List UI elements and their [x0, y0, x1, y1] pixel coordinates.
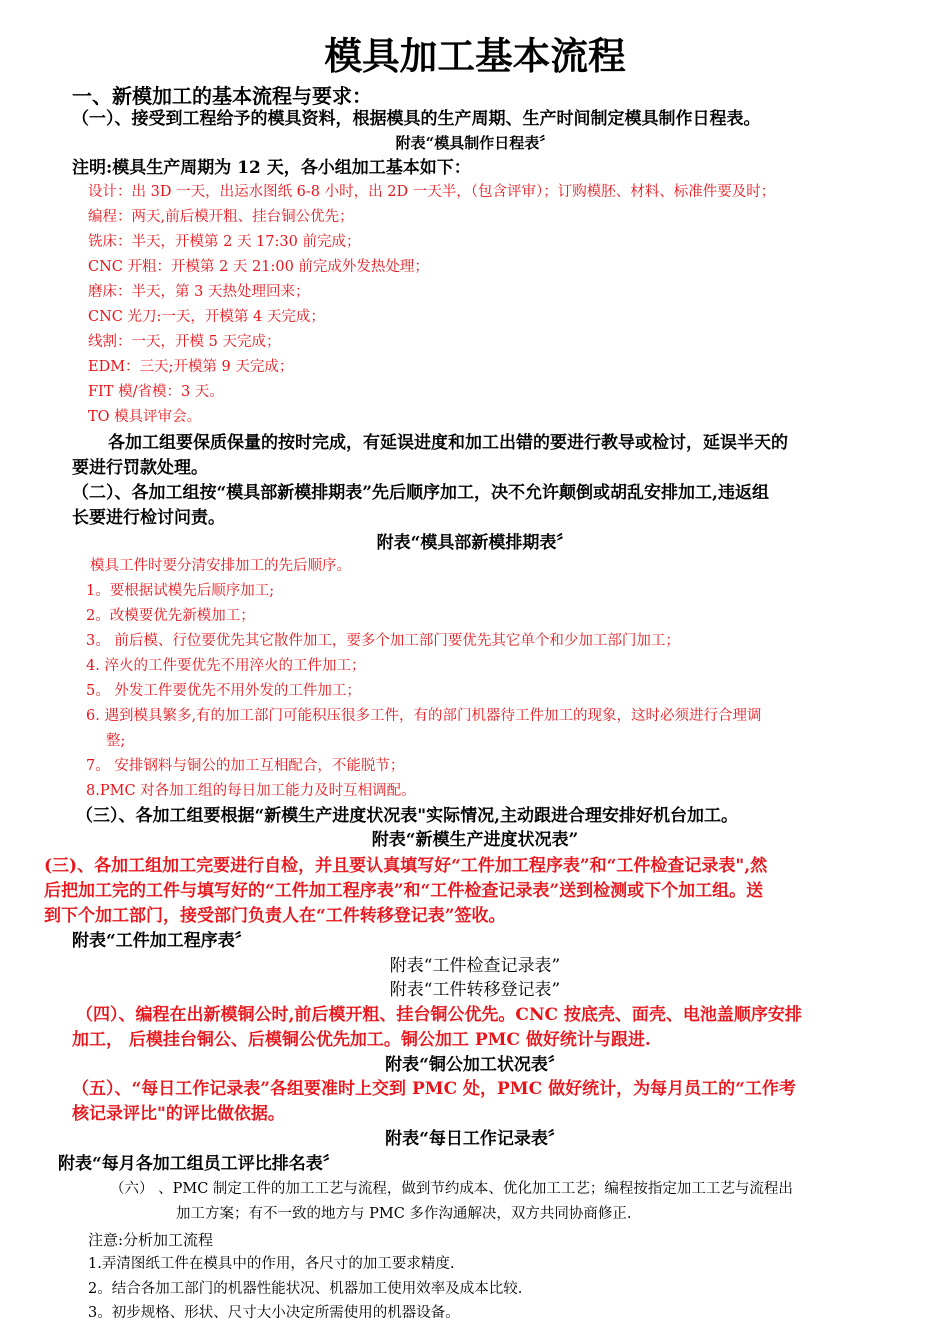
s4-line: （四）、编程在出新模铜公时,前后模开粗、挂台铜公优先。CNC 按底壳、面壳、电池盖顺序安排 [76, 1005, 802, 1025]
s2-item: 6. 遇到模具繁多,有的加工部门可能积压很多工件，有的部门机器待工件加工的现象，这时必须进行合理调 [86, 708, 762, 724]
s1-note: 注明:模具生产周期为 12 天，各小组加工基本如下： [72, 158, 471, 178]
s3b-ref: 附表“工件转移登记表” [389, 980, 561, 1000]
s1-table-ref: 附表“模具制作日程表〞 [395, 134, 555, 152]
s1-item: CNC 光刀:一天，开模第 4 天完成； [88, 309, 325, 325]
s2-line: （二）、各加工组按“模具部新模排期表”先后顺序加工，决不允许颠倒或胡乱安排加工,违返组 [72, 483, 769, 503]
s1-paragraph-line: 要进行罚款处理。 [72, 458, 208, 478]
s6-item: 1.弄清图纸工件在模具中的作用，各尺寸的加工要求精度. [88, 1256, 455, 1272]
s2-item: 7。 安排钢料与铜公的加工互相配合，不能脱节； [86, 758, 405, 774]
s6-item: 3。初步规格、形状、尺寸大小决定所需使用的机器设备。 [88, 1305, 460, 1321]
s2-line: 长要进行检讨问责。 [72, 508, 225, 528]
s3-table-ref: 附表“新模生产进度状况表” [371, 830, 579, 850]
s3-line: （三）、各加工组要根据“新模生产进度状况表"实际情况,主动跟进合理安排好机台加工。 [76, 806, 739, 826]
s3b-ref: 附表“工件加工程序表〞 [72, 931, 252, 951]
s2-item: 整; [106, 733, 126, 749]
s6-note: 注意:分析加工流程 [88, 1231, 214, 1249]
s2-item: 3。 前后模、行位要优先其它散件加工，要多个加工部门要优先其它单个和少加工部门加工； [86, 633, 680, 649]
s2-item: 5。 外发工件要优先不用外发的工件加工； [86, 683, 361, 699]
s3b-ref: 附表“工件检查记录表” [389, 956, 561, 976]
s5-line: 核记录评比"的评比做依据。 [72, 1104, 285, 1124]
s6-item: 2。结合各加工部门的机器性能状况、机器加工使用效率及成本比较. [88, 1281, 523, 1297]
s6-line: 加工方案；有不一致的地方与 PMC 多作沟通解决，双方共同协商修正. [176, 1206, 632, 1222]
s5-line: （五）、“每日工作记录表”各组要准时上交到 PMC 处，PMC 做好统计，为每月员工的“工作考 [72, 1079, 796, 1099]
s3b-line: (三)、各加工组加工完要进行自检，并且要认真填写好“工件加工程序表”和“工件检查记录表",然 [44, 856, 768, 876]
s2-table-ref: 附表“模具部新模排期表〞 [376, 533, 574, 553]
s6-line: （六） 、PMC 制定工件的加工工艺与流程，做到节约成本、优化加工工艺；编程按指定加工工艺与流程出 [110, 1181, 793, 1197]
s1-item: TO 模具评审会。 [88, 409, 202, 425]
s1-item: FIT 模/省模：3 天。 [88, 384, 224, 400]
s3b-line: 后把加工完的工件与填写好的“工件加工程序表”和“工件检查记录表”送到检测或下个加工组。送 [44, 881, 764, 901]
page-title: 模具加工基本流程 [324, 34, 626, 78]
s2-item: 8.PMC 对各加工组的每日加工能力及时互相调配。 [86, 783, 416, 799]
s1-intro: （一）、接受到工程给予的模具资料，根据模具的生产周期、生产时间制定模具制作日程表。 [72, 109, 761, 129]
s1-paragraph-line: 各加工组要保质保量的按时完成，有延误进度和加工出错的要进行教导或检讨，延误半天的 [108, 433, 788, 453]
s2-item: 2。改模要优先新模加工； [86, 608, 255, 624]
s1-item: 编程：两天,前后模开粗、挂台铜公优先； [88, 209, 354, 225]
s3b-line: 到下个加工部门，接受部门负责人在“工件转移登记表”签收。 [44, 906, 506, 926]
s1-item: EDM：三天;开模第 9 天完成； [88, 359, 294, 375]
s1-item: 线割：一天，开模 5 天完成； [88, 334, 281, 350]
s1-item: 设计：出 3D 一天，出运水图纸 6-8 小时，出 2D 一天半，（包含评审）；订购模胚、材料、标准件要及时； [88, 184, 776, 200]
section-heading: 一、新模加工的基本流程与要求： [72, 84, 372, 108]
s2-lead: 模具工件时要分清安排加工的先后顺序。 [90, 558, 351, 574]
s2-item: 4. 淬火的工件要优先不用淬火的工件加工； [86, 658, 366, 674]
s4-line: 加工， 后模挂台铜公、后模铜公优先加工。铜公加工 PMC 做好统计与跟进. [72, 1030, 651, 1050]
s1-item: 磨床：半天，第 3 天热处理回来； [88, 284, 310, 300]
s5-table-ref: 附表“每月各加工组员工评比排名表〞 [58, 1154, 340, 1174]
s4-table-ref: 附表“铜公加工状况表〞 [385, 1055, 565, 1075]
s5-table-ref: 附表“每日工作记录表〞 [385, 1129, 565, 1149]
s2-item: 1。要根据试模先后顺序加工; [86, 583, 275, 599]
s1-item: CNC 开粗：开模第 2 天 21:00 前完成外发热处理； [88, 259, 429, 275]
s1-item: 铣床：半天，开模第 2 天 17:30 前完成； [88, 234, 361, 250]
